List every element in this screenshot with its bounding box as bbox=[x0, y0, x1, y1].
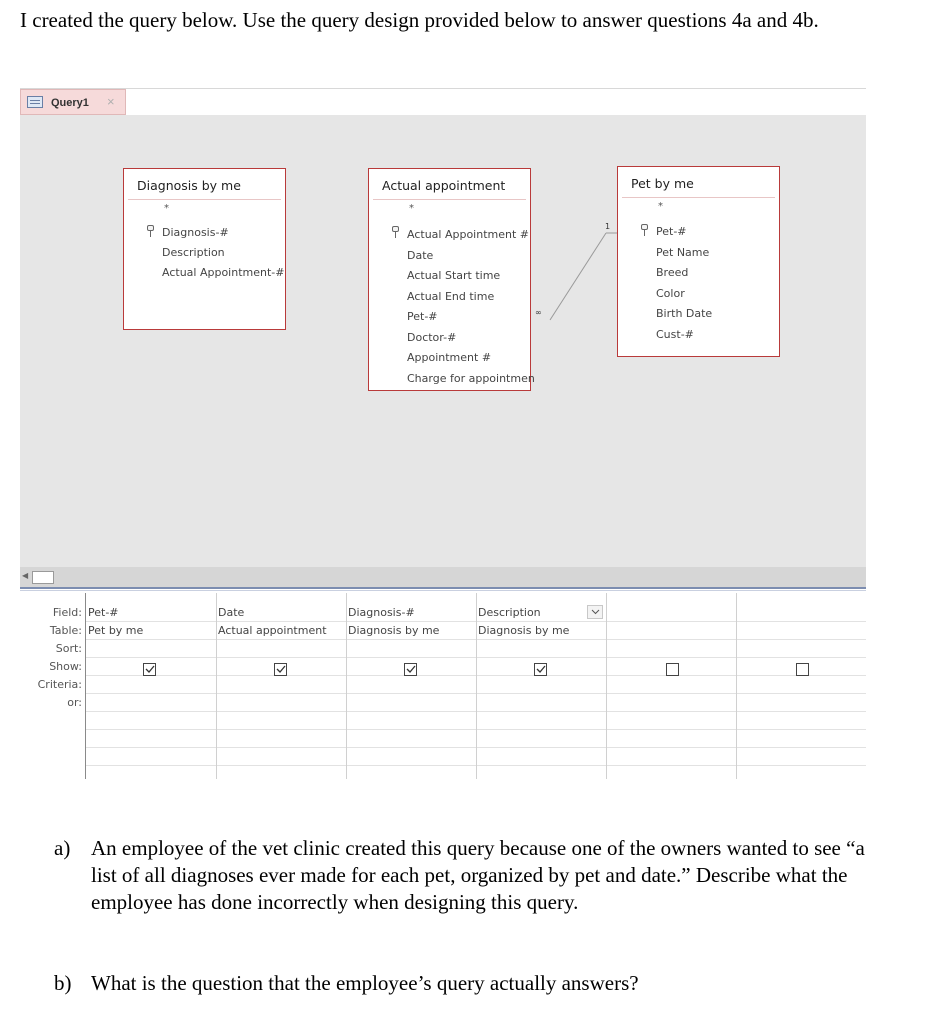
query-design-grid bbox=[20, 593, 866, 779]
table-diagnosis-by-me[interactable] bbox=[123, 168, 286, 330]
table-title: Pet by me bbox=[631, 176, 694, 191]
primary-key-icon bbox=[641, 224, 648, 236]
field-item[interactable]: Actual Appointment-# bbox=[162, 266, 285, 279]
table-title: Actual appointment bbox=[382, 178, 506, 193]
field-item[interactable]: Actual Appointment # bbox=[407, 228, 529, 241]
grid-table-cell[interactable]: Actual appointment bbox=[218, 624, 327, 637]
all-fields-asterisk[interactable]: * bbox=[658, 201, 663, 212]
intro-text: I created the query below. Use the query design provided below to answer questions 4a and 4b. bbox=[20, 8, 819, 32]
show-checkbox[interactable] bbox=[274, 663, 287, 676]
row-label-sort: Sort: bbox=[55, 642, 82, 655]
question-a-text: An employee of the vet clinic created this query because one of the owners wanted to see “a list of all diagnoses ever made for each pet, organized by pet and date.” Describe what the employee has done incorrectly when designing this query. bbox=[91, 836, 865, 914]
one-side-marker: 1 bbox=[605, 222, 611, 231]
row-label-table: Table: bbox=[49, 624, 82, 637]
table-actual-appointment[interactable] bbox=[368, 168, 535, 391]
row-label-field: Field: bbox=[52, 606, 82, 619]
primary-key-icon bbox=[392, 226, 399, 238]
row-label-or: or: bbox=[67, 696, 82, 709]
field-dropdown-button[interactable] bbox=[587, 605, 603, 619]
show-checkbox[interactable] bbox=[534, 663, 547, 676]
field-item[interactable]: Charge for appointmen bbox=[407, 372, 535, 385]
row-label-criteria: Criteria: bbox=[37, 678, 82, 691]
scroll-left-icon[interactable]: ◀ bbox=[22, 571, 29, 580]
checkmark-icon bbox=[405, 664, 416, 675]
checkmark-icon bbox=[144, 664, 155, 675]
field-item[interactable]: Breed bbox=[656, 266, 689, 279]
scrollbar-thumb[interactable] bbox=[32, 571, 54, 584]
many-side-marker: ∞ bbox=[535, 308, 542, 317]
grid-field-cell[interactable]: Description bbox=[478, 606, 541, 619]
field-item[interactable]: Pet-# bbox=[407, 310, 438, 323]
field-item[interactable]: Pet-# bbox=[656, 225, 687, 238]
checkmark-icon bbox=[275, 664, 286, 675]
table-pet-by-me[interactable] bbox=[617, 166, 780, 357]
field-item[interactable]: Appointment # bbox=[407, 351, 492, 364]
query-design-canvas bbox=[20, 115, 866, 567]
chevron-down-icon bbox=[591, 609, 600, 615]
show-checkbox[interactable] bbox=[143, 663, 156, 676]
field-item[interactable]: Pet Name bbox=[656, 246, 710, 259]
table-title: Diagnosis by me bbox=[137, 178, 241, 193]
show-checkbox[interactable] bbox=[796, 663, 809, 676]
field-item[interactable]: Actual End time bbox=[407, 290, 495, 303]
show-checkbox[interactable] bbox=[666, 663, 679, 676]
checkmark-icon bbox=[535, 664, 546, 675]
close-icon[interactable]: × bbox=[107, 94, 115, 109]
field-item[interactable]: Date bbox=[407, 249, 434, 262]
field-item[interactable]: Color bbox=[656, 287, 685, 300]
grid-field-cell[interactable]: Diagnosis-# bbox=[348, 606, 415, 619]
question-b-text: What is the question that the employee’s query actually answers? bbox=[91, 971, 639, 995]
field-item[interactable]: Description bbox=[162, 246, 225, 259]
field-item[interactable]: Doctor-# bbox=[407, 331, 457, 344]
query-icon bbox=[27, 96, 43, 108]
question-b-marker: b) bbox=[54, 971, 72, 995]
tab-query1[interactable] bbox=[20, 89, 126, 115]
field-item[interactable]: Actual Start time bbox=[407, 269, 501, 282]
pane-splitter[interactable] bbox=[20, 567, 866, 587]
field-item[interactable]: Diagnosis-# bbox=[162, 226, 229, 239]
question-a-marker: a) bbox=[54, 836, 71, 860]
grid-table-cell[interactable]: Diagnosis by me bbox=[478, 624, 570, 637]
grid-table-cell[interactable]: Pet by me bbox=[88, 624, 144, 637]
document-tab-bar bbox=[20, 88, 866, 116]
row-label-show: Show: bbox=[49, 660, 82, 673]
grid-field-cell[interactable]: Pet-# bbox=[88, 606, 119, 619]
all-fields-asterisk[interactable]: * bbox=[164, 203, 169, 214]
tab-label: Query1 bbox=[51, 97, 89, 109]
grid-field-cell[interactable]: Date bbox=[218, 606, 245, 619]
grid-table-cell[interactable]: Diagnosis by me bbox=[348, 624, 440, 637]
field-item[interactable]: Birth Date bbox=[656, 307, 713, 320]
all-fields-asterisk[interactable]: * bbox=[409, 203, 414, 214]
field-item[interactable]: Cust-# bbox=[656, 328, 694, 341]
primary-key-icon bbox=[147, 225, 154, 237]
show-checkbox[interactable] bbox=[404, 663, 417, 676]
